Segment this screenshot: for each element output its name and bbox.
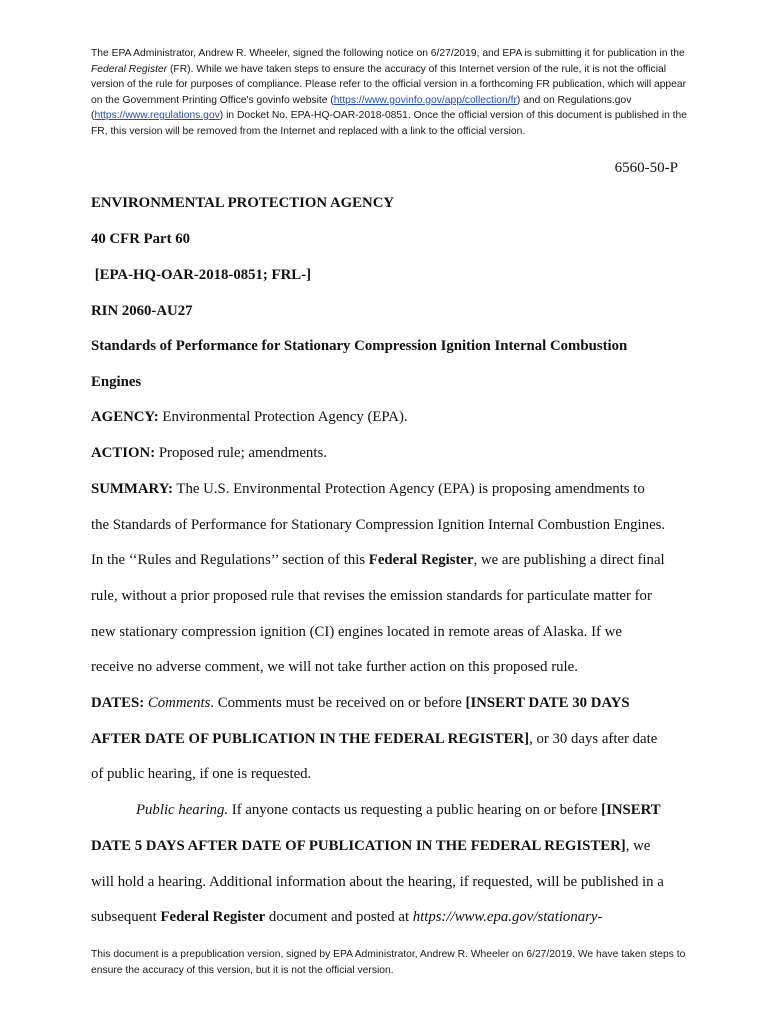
hearing-line: subsequent Federal Register document and posted at https://www.epa.gov/stationary- <box>91 909 603 925</box>
disclaimer-text: (FR). While we have taken steps to ensure the accuracy of this Internet version of the rule, it is not the official version of the rule for purposes of compliance. Please refer to the official version in a forthcoming FR publication, which will appear on the Government Printing Office's govinfo website ( <box>91 63 687 106</box>
summary-line: SUMMARY: The U.S. Environmental Protection Agency (EPA) is proposing amendments to <box>91 481 645 497</box>
federal-register-italic: Federal Register <box>91 63 168 75</box>
rin-number: RIN 2060-AU27 <box>91 303 193 319</box>
rule-title-continued: Engines <box>91 374 142 390</box>
disclaimer-text: ) and on Regulations.gov ( <box>91 94 632 121</box>
page-footer: This document is a prepublication version, signed by EPA Administrator, Andrew R. Wheeler on 6/27/2019. We have taken steps to ensure the accuracy of this version, but it is not the official version. <box>91 949 686 976</box>
hearing-line: Public hearing. If anyone contacts us requesting a public hearing on or before [INSERT <box>136 802 661 818</box>
dates-line: AFTER DATE OF PUBLICATION IN THE FEDERAL REGISTER], or 30 days after date <box>91 731 658 747</box>
rule-title: Standards of Performance for Stationary Compression Ignition Internal Combustion <box>91 338 628 354</box>
disclaimer-text: ) in Docket No. EPA-HQ-OAR-2018-0851. Once the official version of this document is published in the FR, this version will be removed from the Internet and replaced with a link to the official version. <box>91 110 687 137</box>
docket-number: [EPA-HQ-OAR-2018-0851; FRL-] <box>91 267 311 283</box>
summary-line: rule, without a prior proposed rule that revises the emission standards for particulate matter for <box>91 588 652 604</box>
summary-line: the Standards of Performance for Stationary Compression Ignition Internal Combustion Engines. <box>91 517 666 533</box>
dates-line: DATES: Comments. Comments must be received on or before [INSERT DATE 30 DAYS <box>91 695 630 711</box>
agency-field: AGENCY: Environmental Protection Agency (EPA). <box>91 409 408 425</box>
govinfo-link[interactable]: https://www.govinfo.gov/app/collection/fr <box>333 94 517 106</box>
cfr-part: 40 CFR Part 60 <box>91 231 191 247</box>
hearing-line: will hold a hearing. Additional information about the hearing, if requested, will be published in a <box>91 874 664 890</box>
summary-line: receive no adverse comment, we will not take further action on this proposed rule. <box>91 659 578 675</box>
disclaimer-text: The EPA Administrator, Andrew R. Wheeler, signed the following notice on 6/27/2019, and EPA is submitting it for publication in the <box>91 48 685 59</box>
action-field: ACTION: Proposed rule; amendments. <box>91 445 327 461</box>
regulations-gov-link[interactable]: https://www.regulations.gov <box>94 110 220 121</box>
summary-line: In the ‘‘Rules and Regulations’’ section of this Federal Register, we are publishing a direct final <box>91 552 665 568</box>
document-number: 6560-50-P <box>614 160 678 176</box>
prepublication-disclaimer <box>91 46 691 139</box>
dates-line: of public hearing, if one is requested. <box>91 766 312 782</box>
summary-line: new stationary compression ignition (CI) engines located in remote areas of Alaska. If we <box>91 624 622 640</box>
hearing-line: DATE 5 DAYS AFTER DATE OF PUBLICATION IN THE FEDERAL REGISTER], we <box>91 838 651 854</box>
agency-heading: ENVIRONMENTAL PROTECTION AGENCY <box>91 195 395 211</box>
